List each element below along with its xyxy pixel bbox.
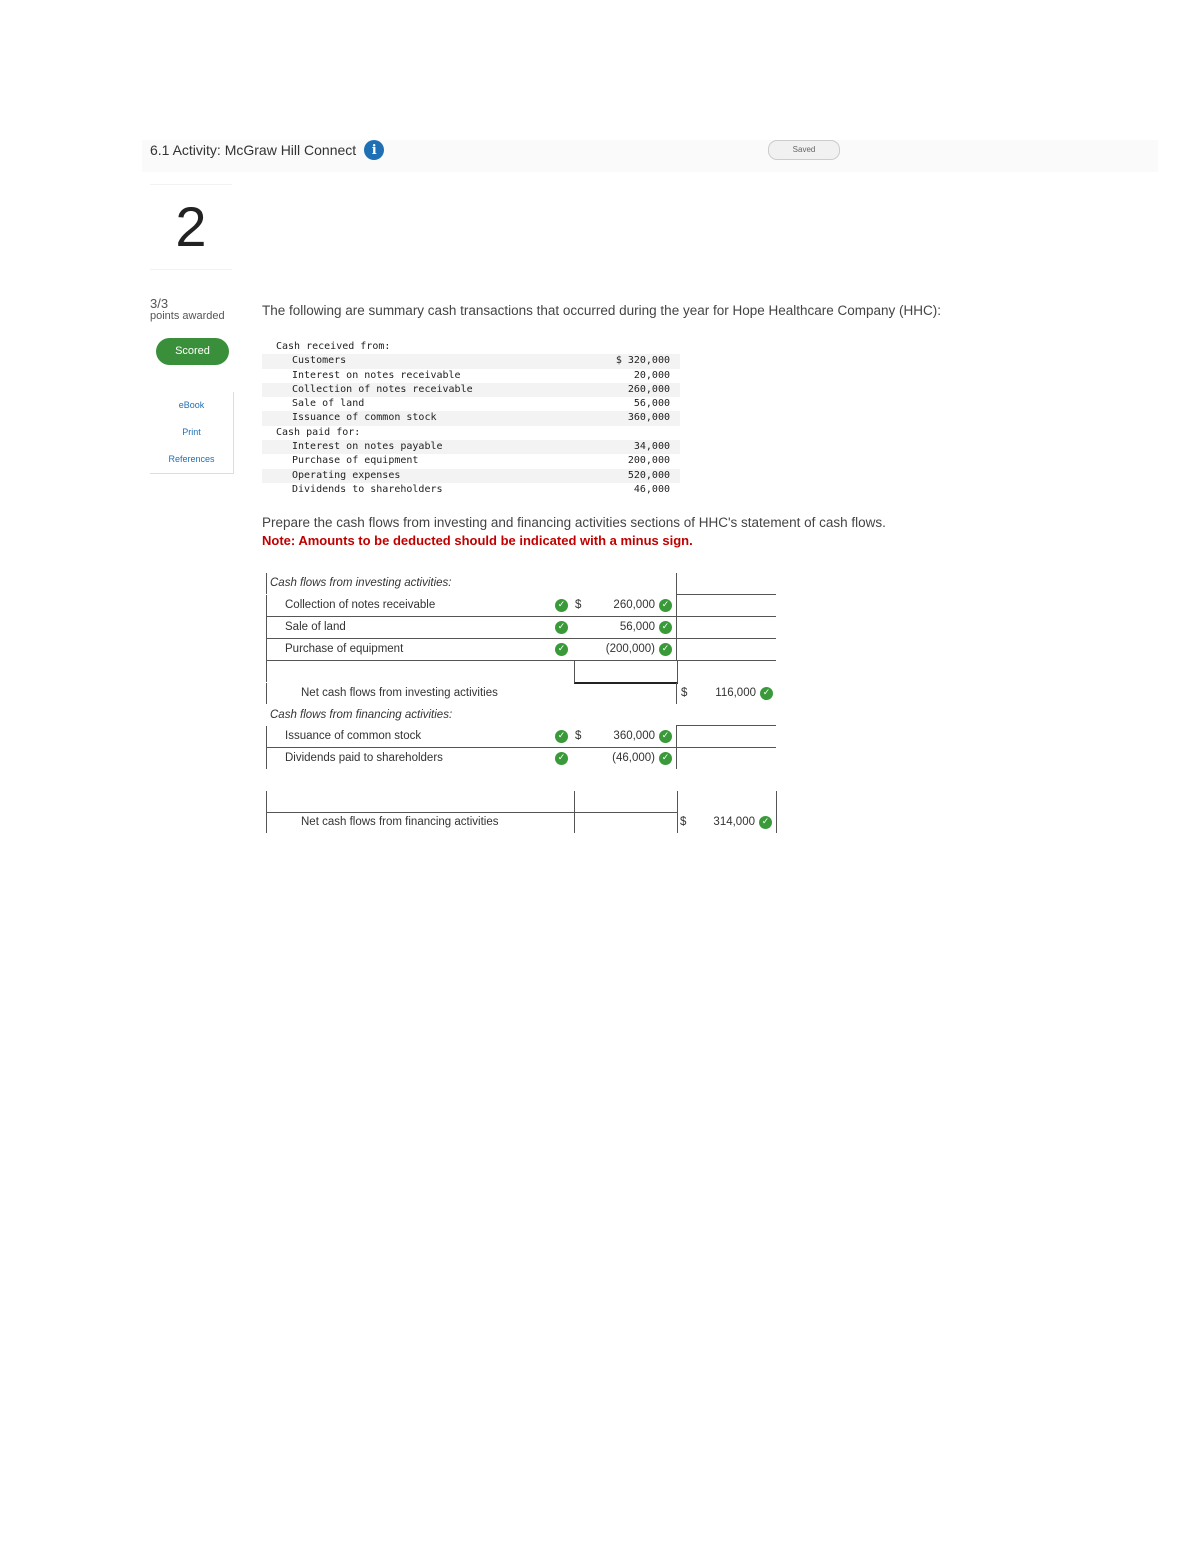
dollar-sign: $ bbox=[575, 730, 582, 742]
check-icon: ✓ bbox=[759, 816, 772, 829]
dollar-sign: $ bbox=[681, 687, 688, 699]
points-value: 3/3 bbox=[150, 296, 169, 311]
question-number: 2 bbox=[150, 184, 232, 270]
cash-table-amount: 56,000 bbox=[633, 398, 670, 410]
ebook-link[interactable]: eBook bbox=[178, 400, 205, 410]
investing-row-label[interactable]: Sale of land bbox=[266, 617, 593, 639]
cash-table-row bbox=[262, 411, 680, 425]
cash-table-amount: 34,000 bbox=[582, 440, 680, 454]
check-icon: ✓ bbox=[659, 730, 672, 743]
check-icon: ✓ bbox=[555, 752, 568, 765]
check-icon: ✓ bbox=[659, 621, 672, 634]
page-title bbox=[150, 140, 384, 160]
net-financing-label: Net cash flows from financing activities bbox=[266, 812, 609, 833]
problem-intro: The following are summary cash transactions that occurred during the year for Hope Healthcare Company (HHC): bbox=[262, 303, 942, 318]
financing-row bbox=[266, 748, 776, 769]
investing-row-amount[interactable]: (200,000) bbox=[605, 643, 655, 655]
investing-section-header: Cash flows from investing activities: bbox=[270, 577, 452, 589]
net-financing-value[interactable]: 314,000 bbox=[713, 816, 755, 828]
cash-table-amount: $ 320,000 bbox=[582, 354, 680, 368]
dollar-sign: $ bbox=[575, 599, 582, 611]
check-icon: ✓ bbox=[659, 599, 672, 612]
check-icon: ✓ bbox=[555, 599, 568, 612]
cash-table-label: Interest on notes receivable bbox=[292, 369, 461, 381]
financing-section-header: Cash flows from financing activities: bbox=[270, 709, 453, 721]
problem-note: Note: Amounts to be deducted should be indicated with a minus sign. bbox=[262, 533, 693, 548]
cash-table-row bbox=[262, 397, 680, 411]
cash-table-row bbox=[262, 454, 680, 468]
investing-row bbox=[266, 639, 776, 660]
cash-table-row bbox=[262, 369, 680, 383]
sidebar-links bbox=[150, 392, 234, 474]
investing-row-amount[interactable]: 56,000 bbox=[619, 621, 655, 633]
problem-instruction: Prepare the cash flows from investing and financing activities sections of HHC's statement of cash flows. bbox=[262, 515, 886, 530]
cash-table-amount: 360,000 bbox=[582, 411, 680, 425]
investing-row bbox=[266, 617, 776, 638]
check-icon: ✓ bbox=[659, 643, 672, 656]
cash-table-label: Interest on notes payable bbox=[262, 440, 582, 454]
investing-row-label[interactable]: Purchase of equipment bbox=[266, 639, 593, 661]
references-link[interactable]: References bbox=[150, 446, 233, 474]
activity-title: 6.1 Activity: McGraw Hill Connect bbox=[150, 142, 357, 158]
cash-table-label: Issuance of common stock bbox=[262, 411, 582, 425]
net-investing-row bbox=[266, 683, 776, 704]
check-icon: ✓ bbox=[659, 752, 672, 765]
cash-table-amount bbox=[582, 340, 680, 354]
cash-table-label: Cash received from: bbox=[276, 341, 391, 352]
cash-table-amount: 20,000 bbox=[633, 369, 670, 381]
net-financing-row bbox=[266, 812, 776, 833]
empty-row bbox=[266, 661, 776, 682]
cash-table-row bbox=[262, 440, 680, 454]
cash-table-row bbox=[262, 483, 680, 497]
cash-transactions-table bbox=[262, 340, 680, 497]
financing-row-label[interactable]: Dividends paid to shareholders bbox=[266, 748, 593, 769]
check-icon: ✓ bbox=[555, 621, 568, 634]
cash-table-label: Cash paid for: bbox=[276, 426, 361, 438]
empty-row bbox=[266, 791, 776, 812]
cash-table-label: Purchase of equipment bbox=[292, 455, 419, 467]
check-icon: ✓ bbox=[760, 687, 773, 700]
cash-table-label: Operating expenses bbox=[262, 469, 582, 483]
net-investing-label: Net cash flows from investing activities bbox=[266, 683, 609, 704]
check-icon: ✓ bbox=[555, 643, 568, 656]
cash-table-label: Dividends to shareholders bbox=[292, 483, 443, 495]
investing-row bbox=[266, 595, 776, 616]
cash-table-row bbox=[262, 340, 680, 354]
net-investing-value[interactable]: 116,000 bbox=[715, 687, 756, 699]
saved-status-badge: Saved bbox=[768, 140, 840, 160]
cash-table-row bbox=[262, 426, 680, 440]
cash-table-label: Collection of notes receivable bbox=[262, 383, 582, 397]
print-link[interactable]: Print bbox=[182, 427, 201, 437]
financing-row-amount[interactable]: 360,000 bbox=[613, 730, 655, 742]
investing-row-amount[interactable]: 260,000 bbox=[613, 599, 655, 611]
info-icon[interactable]: i bbox=[364, 140, 384, 160]
financing-row bbox=[266, 726, 776, 747]
scored-badge[interactable]: Scored bbox=[156, 338, 229, 365]
cash-table-amount: 520,000 bbox=[582, 469, 680, 483]
cash-table-row bbox=[262, 469, 680, 483]
cash-table-row bbox=[262, 383, 680, 397]
check-icon: ✓ bbox=[555, 730, 568, 743]
cash-table-amount: 200,000 bbox=[627, 455, 670, 467]
cash-table-label: Sale of land bbox=[292, 398, 365, 410]
dollar-sign: $ bbox=[680, 816, 687, 828]
cash-table-amount bbox=[582, 426, 680, 440]
cash-table-amount: 46,000 bbox=[633, 483, 670, 495]
investing-row-label[interactable]: Collection of notes receivable bbox=[266, 595, 593, 617]
points-label: points awarded bbox=[150, 310, 225, 322]
cash-table-row bbox=[262, 354, 680, 368]
cash-table-label: Customers bbox=[262, 354, 582, 368]
financing-row-amount[interactable]: (46,000) bbox=[612, 752, 655, 764]
financing-row-label[interactable]: Issuance of common stock bbox=[266, 726, 593, 748]
cash-table-amount: 260,000 bbox=[582, 383, 680, 397]
points-awarded bbox=[150, 297, 225, 323]
